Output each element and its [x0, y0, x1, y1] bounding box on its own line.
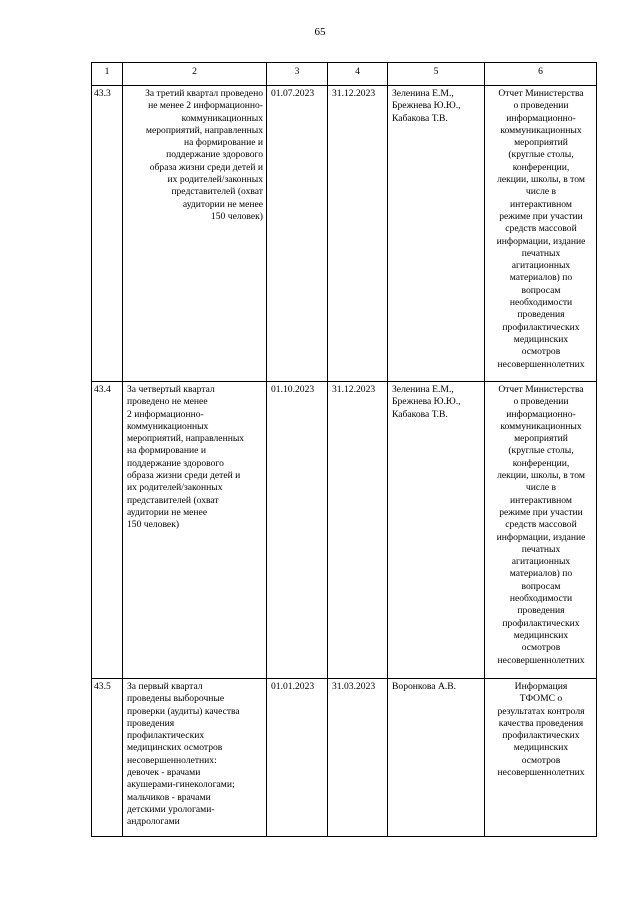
table-row — [92, 382, 597, 679]
responsible-persons: Зеленина Е.М., Брежнева Ю.Ю., Кабакова Т.В. — [388, 86, 485, 382]
end-date: 31.12.2023 — [328, 86, 388, 382]
start-date: 01.10.2023 — [267, 382, 328, 679]
end-date: 31.03.2023 — [328, 679, 388, 837]
header-col-2: 2 — [123, 63, 267, 86]
header-col-6: 6 — [485, 63, 597, 86]
row-number: 43.4 — [92, 382, 123, 679]
table-row — [92, 679, 597, 837]
row-number: 43.3 — [92, 86, 123, 382]
task-description: За первый квартал проведены выборочные проверки (аудиты) качества проведения профилактических медицинских осмотров несовершеннолетних: девочек - врачами акушерами-гинекологами; мальчиков - врачами детскими урологами- андрологами — [123, 679, 267, 837]
header-col-3: 3 — [267, 63, 328, 86]
responsible-persons: Воронкова А.В. — [388, 679, 485, 837]
header-col-1: 1 — [92, 63, 123, 86]
result-document: Отчет Министерства о проведении информационно- коммуникационных мероприятий (круглые столы, конференции, лекции, школы, в том числе в интерактивном режиме при участии средств массовой информации, издание печатных агитационных материалов) по вопросам необходимости проведения профилактических медицинских осмотров несовершеннолетних — [485, 382, 597, 679]
result-document: Отчет Министерства о проведении информационно- коммуникационных мероприятий (круглые столы, конференции, лекции, школы, в том числе в интерактивном режиме при участии средств массовой информации, издание печатных агитационных материалов) по вопросам необходимости проведения профилактических медицинских осмотров несовершеннолетних — [485, 86, 597, 382]
task-description: За третий квартал проведено не менее 2 информационно- коммуникационных мероприятий, направленных на формирование и поддержание здорового образа жизни среди детей и их родителей/законных представителей (охват аудитории не менее 150 человек) — [123, 86, 267, 382]
table-header-row — [92, 63, 597, 86]
end-date: 31.12.2023 — [328, 382, 388, 679]
row-number: 43.5 — [92, 679, 123, 837]
plan-table — [91, 62, 597, 837]
task-description: За четвертый квартал проведено не менее 2 информационно- коммуникационных мероприятий, направленных на формирование и поддержание здорового образа жизни среди детей и их родителей/законных представителей (охват аудитории не менее 150 человек) — [123, 382, 267, 679]
header-col-5: 5 — [388, 63, 485, 86]
page-number: 65 — [314, 26, 326, 38]
table-row — [92, 86, 597, 382]
header-col-4: 4 — [328, 63, 388, 86]
start-date: 01.01.2023 — [267, 679, 328, 837]
result-document: Информация ТФОМС о результатах контроля качества проведения профилактических медицинских осмотров несовершеннолетних — [485, 679, 597, 837]
start-date: 01.07.2023 — [267, 86, 328, 382]
responsible-persons: Зеленина Е.М., Брежнева Ю.Ю., Кабакова Т.В. — [388, 382, 485, 679]
